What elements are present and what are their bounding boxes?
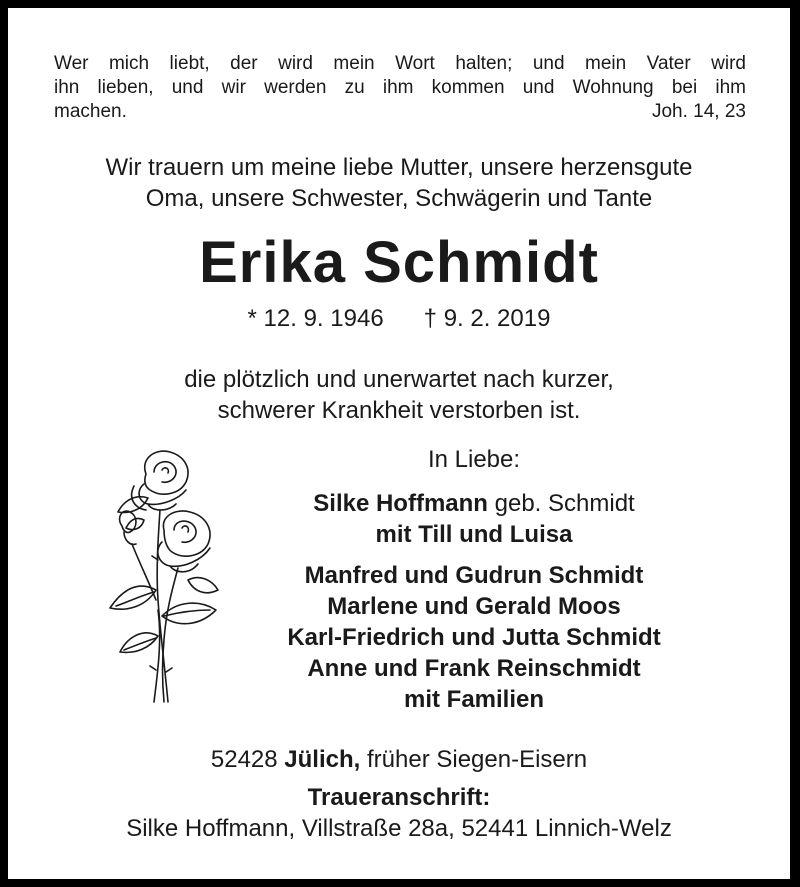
mourning-address: Silke Hoffmann, Villstraße 28a, 52441 Linnich-Welz: [126, 815, 672, 842]
verse-reference: Joh. 14, 23: [651, 101, 746, 122]
intro-text: [8, 152, 790, 214]
location-former: früher Siegen-Eisern: [360, 746, 588, 773]
location-city: Jülich,: [284, 746, 361, 773]
deceased-name: Erika Schmidt: [199, 230, 599, 295]
circumstance-line-2: schwerer Krankheit verstorben ist.: [217, 397, 581, 424]
mourner-line: Anne und Frank Reinschmidt: [307, 655, 641, 682]
mourner-children: mit Till und Luisa: [375, 521, 573, 548]
mourners-heading: In Liebe:: [427, 446, 521, 473]
verse-line-3-text: machen.: [54, 101, 127, 122]
mourner-line: Manfred und Gudrun Schmidt: [304, 562, 644, 589]
mourner-line: Marlene und Gerald Moos: [327, 593, 621, 620]
death-date: † 9. 2. 2019: [423, 305, 551, 332]
location-zip: 52428: [210, 746, 285, 773]
verse-line-1: Wer mich liebt, der wird mein Wort halten; und mein Vater wird: [54, 53, 746, 74]
birth-date: * 12. 9. 1946: [247, 305, 384, 332]
mourning-address-heading: Traueranschrift:: [307, 784, 491, 811]
life-dates: [8, 304, 790, 334]
circumstance-line-1: die plötzlich und unerwartet nach kurzer,: [184, 366, 614, 393]
mourner-line: Karl-Friedrich und Jutta Schmidt: [287, 624, 661, 651]
mourner-maiden-name: geb. Schmidt: [487, 490, 635, 517]
mourner-line: [244, 488, 704, 519]
intro-line-1: Wir trauern um meine liebe Mutter, unsere herzensgute: [105, 154, 693, 181]
bible-verse: [54, 52, 746, 124]
intro-line-2: Oma, unsere Schwester, Schwägerin und Tante: [145, 185, 653, 212]
mourner-line: mit Familien: [403, 686, 545, 713]
verse-line-3: [54, 100, 746, 124]
verse-line-2: ihn lieben, und wir werden zu ihm kommen und Wohnung bei ihm: [54, 77, 746, 98]
mourner-name: Silke Hoffmann: [313, 490, 488, 517]
rose-icon: [88, 440, 228, 708]
circumstance-text: [8, 364, 790, 426]
mourner-group-relatives: [244, 560, 704, 715]
location-line: [8, 744, 790, 775]
mourner-group-daughter: [244, 488, 704, 550]
mourners-list: [244, 444, 704, 715]
obituary-notice: [8, 8, 790, 879]
